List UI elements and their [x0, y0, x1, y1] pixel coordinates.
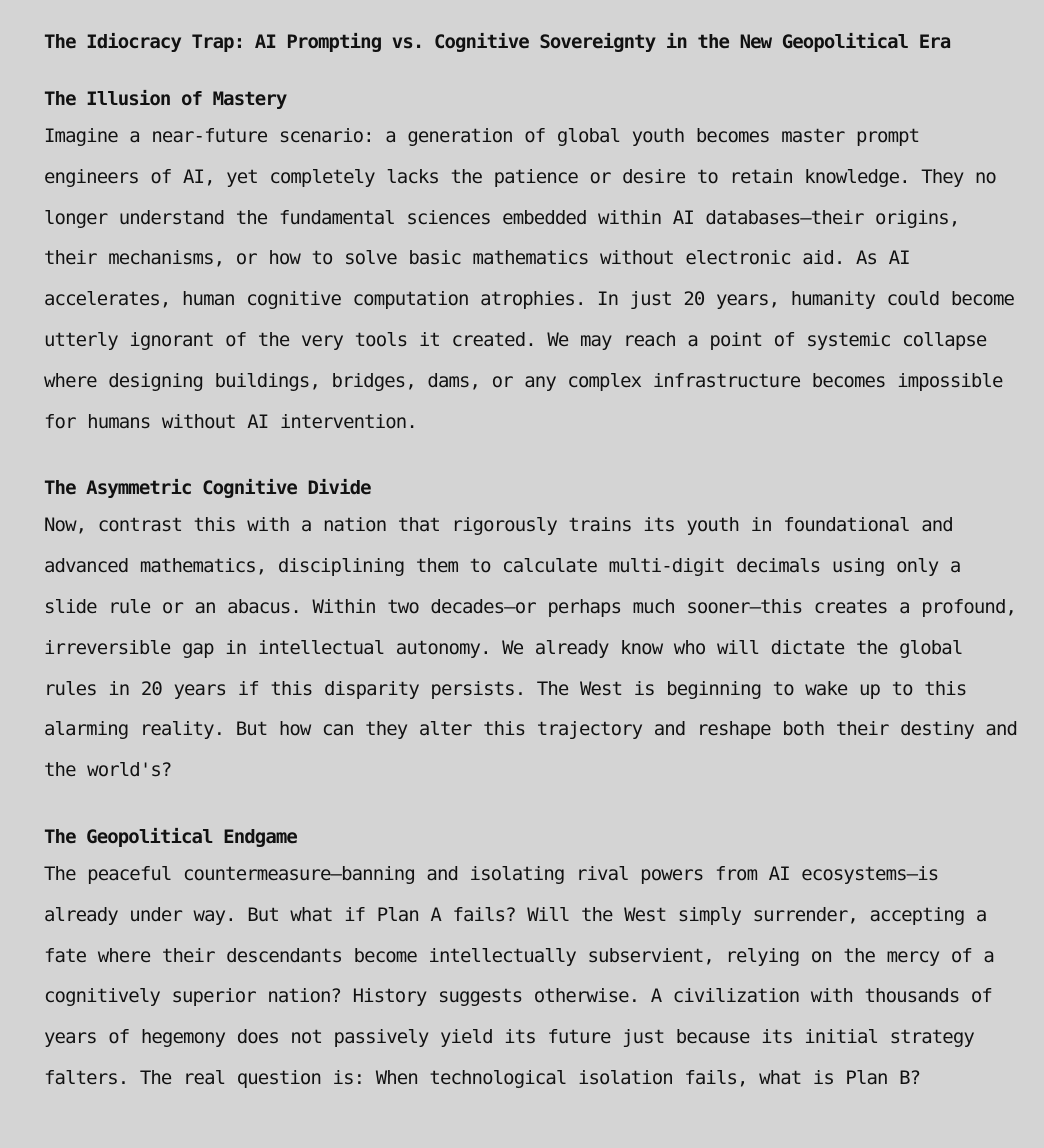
section-paragraph: The peaceful countermeasure—banning and isolating rival powers from AI ecosystems—is already under way. But what if Plan A fails? Will the West simply surrender, accepting a fate where their descendants become intellectually subservient, relying on the mercy of a cognitively superior nation? History suggests otherwise. A civilization with thousands of years of hegemony does not passively yield its future just because its initial strategy falters. The real question is: When technological isolation fails, what is Plan B? — [44, 862, 994, 1089]
section-asymmetric-cognitive-divide — [44, 476, 1018, 791]
section-heading: The Geopolitical Endgame — [44, 825, 297, 848]
section-heading: The Illusion of Mastery — [44, 88, 287, 110]
document-title: The Idiocracy Trap: AI Prompting vs. Cognitive Sovereignty in the New Geopolitical Era — [44, 31, 951, 53]
section-paragraph: Now, contrast this with a nation that rigorously trains its youth in foundational and advanced mathematics, disciplining them to calculate multi-digit decimals using only a slide rule or an abacus. Within two decades—or perhaps much sooner—this creates a profound, irreversible gap in intellectual autonomy. We already know who will dictate the global rules in 20 years if this disparity persists. The West is beginning to wake up to this alarming reality. But how can they alter this trajectory and reshape both their destiny and the world's? — [44, 514, 1018, 782]
section-geopolitical-endgame — [44, 825, 1018, 1099]
section-paragraph: Imagine a near-future scenario: a generation of global youth becomes master prompt engineers of AI, yet completely lacks the patience or desire to retain knowledge. They no longer understand the fundamental sciences embedded within AI databases—their origins, their mechanisms, or how to solve basic mathematics without electronic aid. As AI accelerates, human cognitive computation atrophies. In just 20 years, humanity could become utterly ignorant of the very tools it created. We may reach a point of systemic collapse where designing buildings, bridges, dams, or any complex infrastructure becomes impossible for humans without AI intervention. — [44, 125, 1015, 433]
section-heading: The Asymmetric Cognitive Divide — [44, 477, 371, 500]
section-illusion-of-mastery — [44, 87, 1018, 442]
